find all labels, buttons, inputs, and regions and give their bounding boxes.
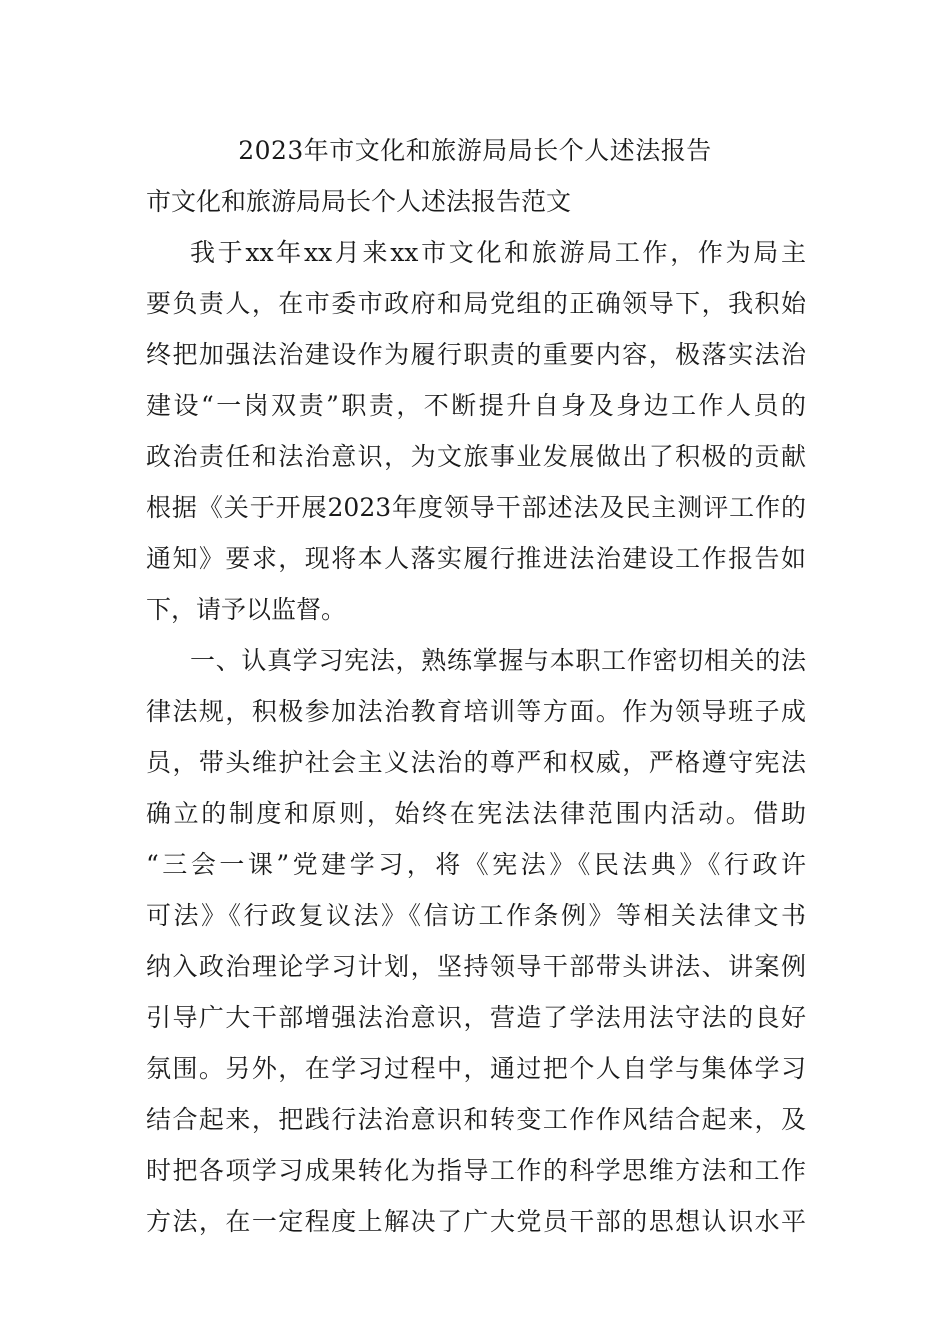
paragraph-2-line: 方法，在一定程度上解决了广大党员干部的思想认识水平 <box>146 1207 806 1236</box>
paragraph-1-line: 政治责任和法治意识，为文旅事业发展做出了积极的贡献 <box>146 442 806 471</box>
paragraph-2-line: 引导广大干部增强法治意识，营造了学法用法守法的良好 <box>146 1003 806 1032</box>
paragraph-1-line: 我于xx年xx月来xx市文化和旅游局工作，作为局主 <box>190 238 806 267</box>
paragraph-2-line: 纳入政治理论学习计划，坚持领导干部带头讲法、讲案例 <box>146 952 806 981</box>
document-subtitle: 市文化和旅游局局长个人述法报告范文 <box>146 187 572 216</box>
document-title: 2023年市文化和旅游局局长个人述法报告 <box>238 136 712 165</box>
paragraph-1-line: 终把加强法治建设作为履行职责的重要内容，极落实法治 <box>146 340 806 369</box>
paragraph-1-line: 通知》要求，现将本人落实履行推进法治建设工作报告如 <box>146 544 806 573</box>
paragraph-2-line: 可法》《行政复议法》《信访工作条例》等相关法律文书 <box>146 901 806 930</box>
paragraph-1-line: 建设“一岗双责”职责，不断提升自身及身边工作人员的 <box>146 391 806 420</box>
paragraph-2-line: 结合起来，把践行法治意识和转变工作作风结合起来，及 <box>146 1105 806 1134</box>
paragraph-2-line: 时把各项学习成果转化为指导工作的科学思维方法和工作 <box>146 1156 806 1185</box>
paragraph-2-line: “三会一课”党建学习，将《宪法》《民法典》《行政许 <box>146 850 806 879</box>
paragraph-2-line: 一、认真学习宪法，熟练掌握与本职工作密切相关的法 <box>190 646 806 675</box>
paragraph-2-line: 律法规，积极参加法治教育培训等方面。作为领导班子成 <box>146 697 806 726</box>
paragraph-2-line: 确立的制度和原则，始终在宪法法律范围内活动。借助 <box>146 799 806 828</box>
paragraph-1-line: 根据《关于开展2023年度领导干部述法及民主测评工作的 <box>146 493 806 522</box>
paragraph-2-line: 员，带头维护社会主义法治的尊严和权威，严格遵守宪法 <box>146 748 806 777</box>
paragraph-1-line: 要负责人，在市委市政府和局党组的正确领导下，我积始 <box>146 289 806 318</box>
paragraph-1-line: 下，请予以监督。 <box>146 595 347 624</box>
paragraph-2-line: 氛围。另外，在学习过程中，通过把个人自学与集体学习 <box>146 1054 806 1083</box>
